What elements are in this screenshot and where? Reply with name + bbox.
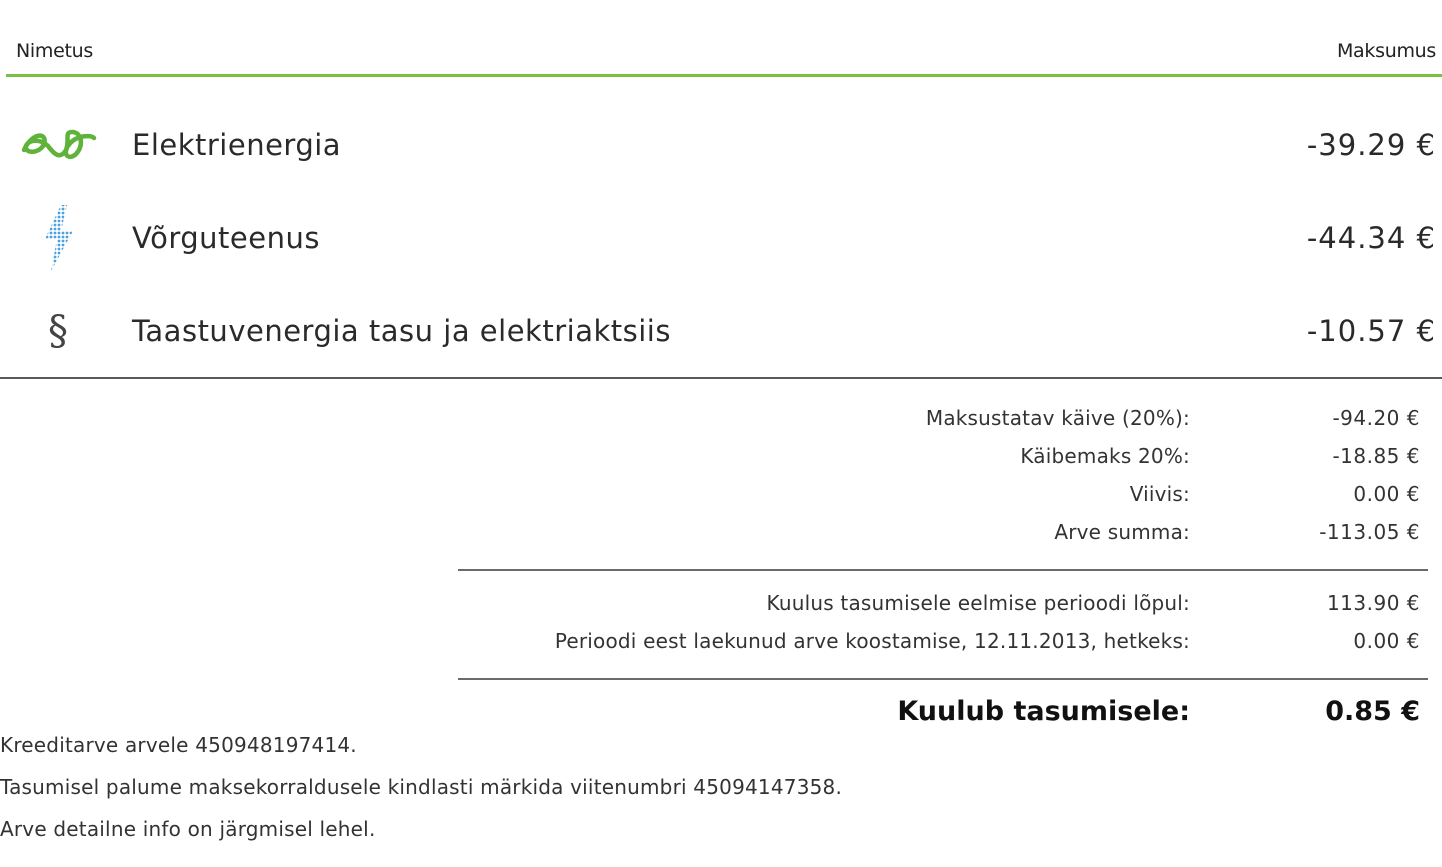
balance-value: 113.90 € bbox=[1326, 591, 1420, 615]
summary-label: Viivis: bbox=[1129, 482, 1190, 506]
summary-value: 0.00 € bbox=[1353, 482, 1420, 506]
section-sign-icon bbox=[18, 301, 98, 361]
section-sign-glyph: § bbox=[48, 308, 68, 354]
summary-label: Maksustatav käive (20%): bbox=[925, 406, 1190, 430]
summary-value: -18.85 € bbox=[1332, 444, 1420, 468]
column-header-name: Nimetus bbox=[16, 40, 93, 62]
header-divider bbox=[6, 74, 1442, 77]
line-item-label: Taastuvenergia tasu ja elektriaktsiis bbox=[132, 314, 671, 348]
line-item-network bbox=[0, 208, 1442, 268]
items-divider bbox=[0, 377, 1442, 379]
summary-taxable-turnover bbox=[0, 406, 1442, 436]
balance-divider bbox=[458, 678, 1428, 680]
amount-due-value: 0.85 € bbox=[1325, 696, 1420, 727]
summary-label: Käibemaks 20%: bbox=[1020, 444, 1190, 468]
balance-label: Kuulus tasumisele eelmise perioodi lõpul: bbox=[766, 591, 1190, 615]
amount-due-label: Kuulub tasumisele: bbox=[897, 696, 1190, 727]
line-item-renewable-excise bbox=[0, 301, 1442, 361]
summary-vat bbox=[0, 444, 1442, 474]
eesti-energia-logo-icon bbox=[18, 115, 98, 175]
balance-received bbox=[0, 629, 1442, 659]
balance-label: Perioodi eest laekunud arve koostamise, 12.11.2013, hetkeks: bbox=[554, 629, 1190, 653]
line-item-electricity bbox=[0, 115, 1442, 175]
amount-due bbox=[0, 696, 1442, 732]
summary-invoice-total bbox=[0, 520, 1442, 550]
note-details: Arve detailne info on järgmisel lehel. bbox=[0, 817, 376, 841]
note-credit-invoice: Kreeditarve arvele 450948197414. bbox=[0, 733, 357, 757]
summary-divider bbox=[458, 569, 1428, 571]
lightning-bolt-icon bbox=[18, 208, 98, 268]
summary-value: -113.05 € bbox=[1319, 520, 1420, 544]
note-reference-number: Tasumisel palume maksekorraldusele kindlasti märkida viitenumbri 45094147358. bbox=[0, 775, 843, 799]
summary-penalty bbox=[0, 482, 1442, 512]
summary-value: -94.20 € bbox=[1332, 406, 1420, 430]
line-item-label: Elektrienergia bbox=[132, 128, 342, 162]
balance-value: 0.00 € bbox=[1353, 629, 1420, 653]
line-item-amount: -39.29 € bbox=[1306, 128, 1436, 162]
line-item-amount: -44.34 € bbox=[1306, 221, 1436, 255]
summary-label: Arve summa: bbox=[1054, 520, 1190, 544]
line-item-label: Võrguteenus bbox=[132, 221, 320, 255]
balance-previous-period bbox=[0, 591, 1442, 621]
column-header-cost: Maksumus bbox=[1336, 40, 1436, 62]
line-item-amount: -10.57 € bbox=[1306, 314, 1436, 348]
